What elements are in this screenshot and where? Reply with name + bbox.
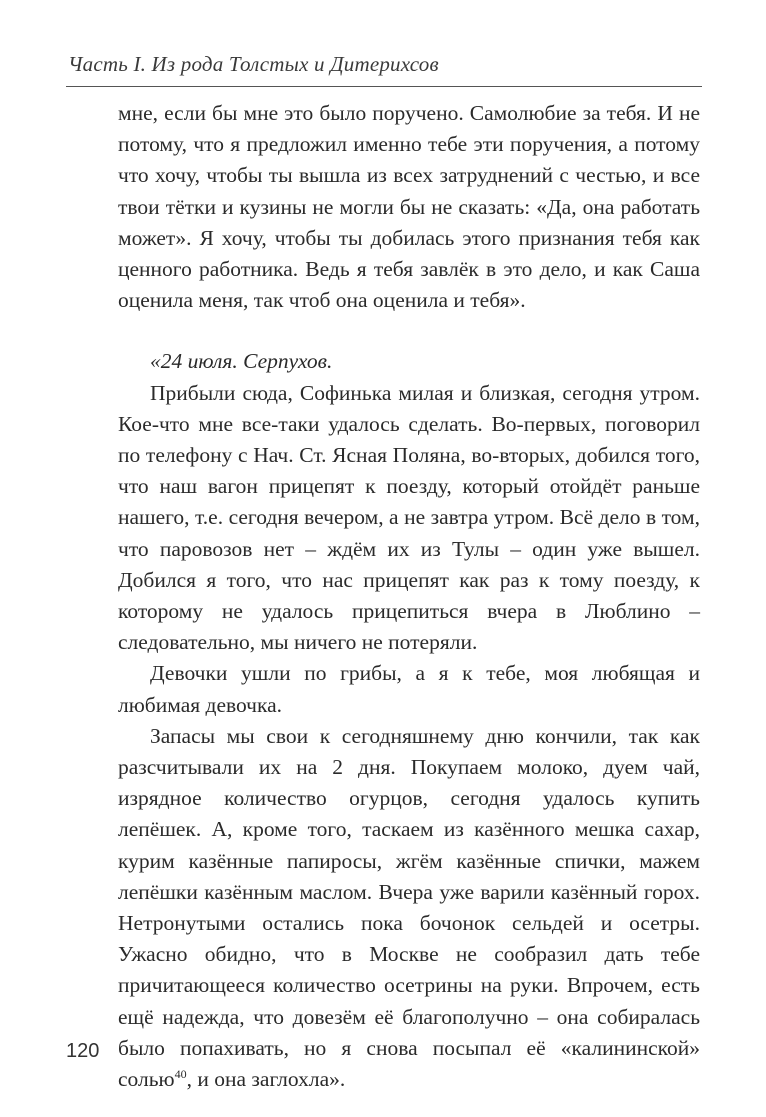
running-header: Часть I. Из рода Толстых и Дитерихсов [68, 52, 439, 76]
header-divider [66, 86, 702, 87]
paragraph-2: Прибыли сюда, Софинька милая и близкая, сегодня утром. Кое-что мне все-таки удалось сделать. Во-первых, поговорил по телефону с Нач. Ст. Ясная Поляна, во-вторых, добился того, что наш вагон прицепят к поезду, который отойдёт раньше нашего, т.е. сегодня вечером, а не завтра утром. Всё дело в том, что паровозов нет – ждём их из Тулы – один уже вышел. Добился я того, что нас прицепят как раз к тому поезду, к которому не удалось прицепиться вчера в Люблино – следовательно, мы ничего не потеряли. [118, 380, 700, 655]
paragraph-4-text: Запасы мы свои к сегодняшнему дню кончили, так как разсчитывали их на 2 дня. Покупаем молоко, дуем чай, изрядное количество огурцов, сегодня удалось купить лепёшек. А, кроме того, таскаем из казённого мешка сахар, курим казённые папиросы, жгём казённые спички, мажем лепёшки казённым маслом. Вчера уже варили казённый горох. Нетронутыми остались пока бочонок сельдей и осетры. Ужасно обидно, что в Москве не сообразил дать тебе причитающееся количество осетрины на руки. Впрочем, есть ещё надежда, что довезём её благополучно – она собиралась было попахивать, но я снова посыпал её «калининской» солью [118, 723, 700, 1092]
paragraph-3: Девочки ушли по грибы, а я к тебе, моя любящая и любимая девочка. [118, 661, 700, 717]
paragraph-4 [118, 721, 700, 1095]
paragraph-4-tail: , и она заглохла». [186, 1067, 346, 1092]
page-number: 120 [66, 1040, 100, 1062]
paragraph-1: мне, если бы мне это было поручено. Самолюбие за тебя. И не потому, что я предложил именно тебе эти поручения, а потому что хочу, чтобы ты вышла из всех затруднений с честью, и все твои тётки и кузины не могли бы не сказать: «Да, она работать может». Я хочу, чтобы ты добилась этого признания тебя как ценного работника. Ведь я тебя завлёк в это дело, и как Саша оценила меня, так чтоб она оценила и тебя». [118, 101, 700, 313]
footnote-ref-40[interactable]: 40 [174, 1066, 187, 1081]
paragraph-gap [118, 316, 700, 346]
page-body [118, 98, 700, 1095]
letter-dateline: «24 июля. Серпухов. [150, 349, 333, 374]
